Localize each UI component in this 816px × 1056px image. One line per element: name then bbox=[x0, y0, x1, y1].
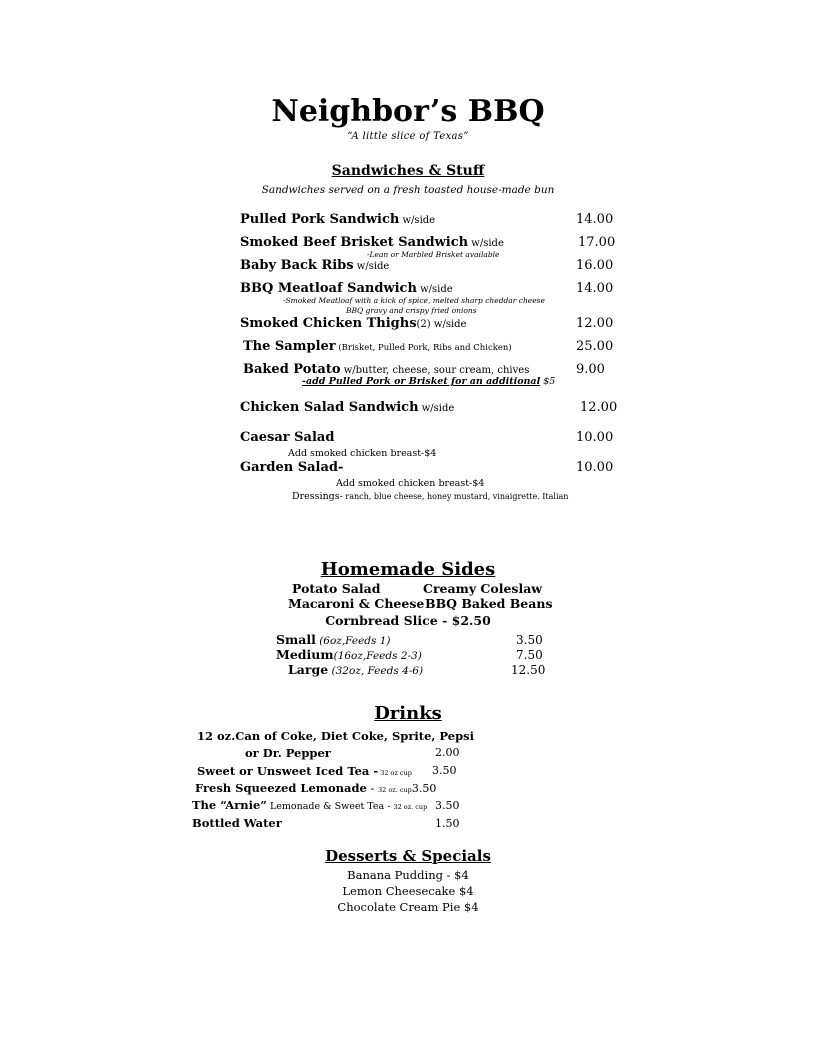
size-small bbox=[276, 632, 391, 647]
size-name: Large bbox=[288, 662, 329, 677]
side-item: Potato Salad bbox=[292, 581, 381, 596]
sandwiches-subheading: Sandwiches served on a fresh toasted house-made bun bbox=[261, 184, 555, 196]
menu-item bbox=[243, 362, 529, 377]
dressings-list: ranch, blue cheese, honey mustard, vinaigrette. Italian bbox=[342, 492, 569, 501]
item-name: Garden Salad- bbox=[240, 460, 344, 475]
menu-item bbox=[240, 460, 343, 475]
size-medium bbox=[276, 647, 422, 662]
item-name: Caesar Salad bbox=[240, 430, 335, 445]
size-large bbox=[288, 662, 423, 677]
side-item: Macaroni & Cheese bbox=[288, 596, 425, 611]
item-suffix: (2) w/side bbox=[416, 319, 467, 330]
item-note: BBQ gravy and crispy fried onions bbox=[346, 306, 477, 315]
drink-name: Bottled Water bbox=[192, 816, 282, 830]
dressings-line bbox=[292, 491, 568, 502]
menu-item bbox=[240, 316, 466, 331]
item-suffix: w/side bbox=[416, 284, 453, 295]
size-name: Medium bbox=[276, 647, 334, 662]
item-name: Smoked Beef Brisket Sandwich bbox=[240, 235, 469, 250]
size-desc: (16oz,Feeds 2-3) bbox=[333, 650, 422, 662]
side-item: Creamy Coleslaw bbox=[423, 581, 543, 596]
tagline: “A little slice of Texas” bbox=[347, 131, 469, 142]
menu-item bbox=[240, 258, 389, 273]
item-suffix: w/side bbox=[399, 215, 436, 226]
drink-line: 12 oz.Can of Coke, Diet Coke, Sprite, Pepsi bbox=[197, 729, 474, 743]
drink-price: 3.50 bbox=[432, 764, 457, 777]
item-name: Baby Back Ribs bbox=[240, 258, 354, 273]
menu-item bbox=[240, 235, 504, 250]
sandwiches-heading: Sandwiches & Stuff bbox=[331, 163, 485, 179]
size-desc: (32oz, Feeds 4-6) bbox=[328, 665, 424, 677]
size-price: 3.50 bbox=[516, 633, 543, 647]
menu-item bbox=[243, 339, 512, 354]
dressings-label: Dressings- bbox=[292, 491, 343, 502]
desserts-heading: Desserts & Specials bbox=[325, 847, 491, 865]
drink-name: Sweet or Unsweet Iced Tea - bbox=[197, 764, 379, 778]
dessert-item: Banana Pudding - $4 bbox=[347, 868, 469, 882]
side-item: BBQ Baked Beans bbox=[425, 596, 553, 611]
size-name: Small bbox=[276, 632, 316, 647]
item-suffix: w/butter, cheese, sour cream, chives bbox=[340, 365, 530, 376]
item-note-text: -add Pulled Pork or Brisket for an additional bbox=[302, 376, 541, 387]
drink-price: 3.50 bbox=[435, 799, 460, 812]
drink-line: or Dr. Pepper bbox=[245, 746, 331, 760]
item-name: The Sampler bbox=[243, 339, 336, 354]
drink-price: 3.50 bbox=[411, 782, 437, 795]
sides-heading: Homemade Sides bbox=[320, 559, 496, 580]
drink-size: 32 oz cup bbox=[378, 769, 412, 777]
drink-name: The “Arnie” bbox=[192, 798, 267, 812]
item-note: -Lean or Marbled Brisket available bbox=[367, 250, 500, 259]
drink-sep: - bbox=[366, 781, 379, 795]
dessert-item: Lemon Cheesecake $4 bbox=[342, 884, 474, 898]
item-name: Smoked Chicken Thighs bbox=[240, 316, 417, 331]
item-name: Baked Potato bbox=[243, 362, 341, 377]
item-name: BBQ Meatloaf Sandwich bbox=[240, 281, 417, 296]
menu-item bbox=[240, 400, 454, 415]
item-price: 14.00 bbox=[576, 212, 614, 227]
item-name: Chicken Salad Sandwich bbox=[240, 400, 419, 415]
drinks-heading: Drinks bbox=[374, 703, 442, 724]
item-note-price: $5 bbox=[540, 376, 556, 387]
item-price: 12.00 bbox=[580, 400, 618, 415]
menu-item bbox=[240, 281, 453, 296]
item-suffix: (Brisket, Pulled Pork, Ribs and Chicken) bbox=[335, 343, 512, 353]
dessert-item: Chocolate Cream Pie $4 bbox=[337, 900, 479, 914]
item-price: 17.00 bbox=[578, 235, 616, 250]
drink-tea bbox=[197, 764, 412, 778]
item-price: 25.00 bbox=[576, 339, 614, 354]
drink-lemonade bbox=[195, 781, 436, 795]
item-price: 14.00 bbox=[576, 281, 614, 296]
size-price: 12.50 bbox=[511, 663, 546, 677]
item-note: Add smoked chicken breast-$4 bbox=[336, 478, 485, 489]
drink-price: 1.50 bbox=[435, 817, 460, 830]
item-suffix: w/side bbox=[468, 238, 504, 249]
item-price: 12.00 bbox=[576, 316, 614, 331]
drink-size: 32 oz. cup bbox=[378, 786, 412, 794]
cornbread: Cornbread Slice - $2.50 bbox=[325, 613, 491, 628]
menu-item bbox=[240, 430, 334, 445]
drink-desc: Lemonade & Sweet Tea - bbox=[266, 801, 394, 812]
drink-size: 32 oz. cup bbox=[393, 803, 428, 811]
menu-item bbox=[240, 212, 435, 227]
item-price: 10.00 bbox=[576, 430, 614, 445]
drink-arnie bbox=[192, 798, 427, 812]
drink-price: 2.00 bbox=[435, 746, 460, 759]
item-price: 9.00 bbox=[576, 362, 605, 377]
item-price: 10.00 bbox=[576, 460, 614, 475]
page-title: Neighbor’s BBQ bbox=[271, 94, 545, 129]
size-desc: (6oz,Feeds 1) bbox=[315, 635, 391, 647]
item-price: 16.00 bbox=[576, 258, 614, 273]
item-name: Pulled Pork Sandwich bbox=[240, 212, 400, 227]
drink-name: Fresh Squeezed Lemonade bbox=[195, 781, 367, 795]
item-note bbox=[302, 376, 555, 387]
item-note: Add smoked chicken breast-$4 bbox=[288, 448, 437, 459]
item-suffix: w/side bbox=[418, 403, 455, 414]
size-price: 7.50 bbox=[516, 648, 543, 662]
item-suffix: w/side bbox=[353, 261, 390, 272]
item-note: -Smoked Meatloaf with a kick of spice, melted sharp cheddar cheese bbox=[283, 296, 545, 305]
